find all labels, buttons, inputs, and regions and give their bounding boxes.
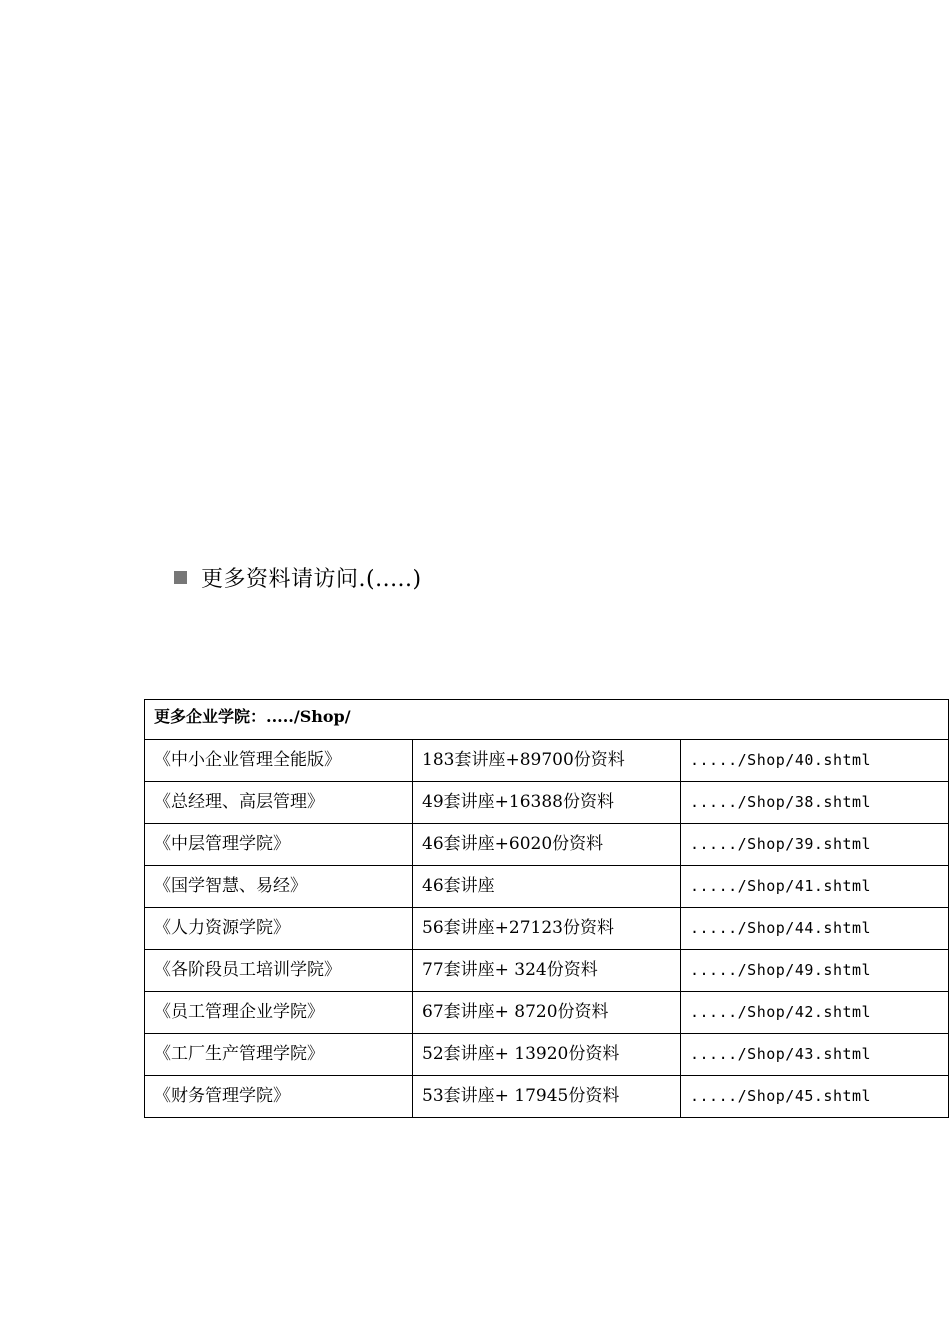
academy-name: 《各阶段员工培训学院》 [145, 950, 413, 992]
notice-text: 更多资料请访问.(.....) [201, 566, 422, 592]
academy-name: 《中小企业管理全能版》 [145, 740, 413, 782]
academy-name: 《工厂生产管理学院》 [145, 1034, 413, 1076]
table-row [145, 740, 949, 782]
academy-count: 52套讲座+ 13920份资料 [413, 1034, 681, 1076]
academy-name: 《总经理、高层管理》 [145, 782, 413, 824]
academy-link[interactable]: ...../Shop/45.shtml [681, 1076, 949, 1118]
academy-link[interactable]: ...../Shop/38.shtml [681, 782, 949, 824]
academy-count: 56套讲座+27123份资料 [413, 908, 681, 950]
academy-count: 183套讲座+89700份资料 [413, 740, 681, 782]
table-row [145, 992, 949, 1034]
academy-name: 《员工管理企业学院》 [145, 992, 413, 1034]
academy-link[interactable]: ...../Shop/41.shtml [681, 866, 949, 908]
academy-name: 《财务管理学院》 [145, 1076, 413, 1118]
table-row [145, 782, 949, 824]
academy-link[interactable]: ...../Shop/43.shtml [681, 1034, 949, 1076]
table-row [145, 950, 949, 992]
academy-link[interactable]: ...../Shop/49.shtml [681, 950, 949, 992]
table-row [145, 824, 949, 866]
academy-count: 53套讲座+ 17945份资料 [413, 1076, 681, 1118]
academy-count: 46套讲座 [413, 866, 681, 908]
academy-table [144, 699, 949, 1118]
academy-name: 《国学智慧、易经》 [145, 866, 413, 908]
table-row [145, 1034, 949, 1076]
academy-link[interactable]: ...../Shop/40.shtml [681, 740, 949, 782]
academy-name: 《人力资源学院》 [145, 908, 413, 950]
table-row [145, 866, 949, 908]
academy-count: 49套讲座+16388份资料 [413, 782, 681, 824]
academy-count: 77套讲座+ 324份资料 [413, 950, 681, 992]
table-row [145, 908, 949, 950]
square-bullet-icon [174, 571, 187, 584]
academy-link[interactable]: ...../Shop/44.shtml [681, 908, 949, 950]
academy-link[interactable]: ...../Shop/42.shtml [681, 992, 949, 1034]
academy-link[interactable]: ...../Shop/39.shtml [681, 824, 949, 866]
table-header: 更多企业学院：...../Shop/ [145, 700, 949, 740]
notice-line [174, 561, 422, 593]
table-header-row [145, 700, 949, 740]
academy-name: 《中层管理学院》 [145, 824, 413, 866]
academy-count: 46套讲座+6020份资料 [413, 824, 681, 866]
academy-count: 67套讲座+ 8720份资料 [413, 992, 681, 1034]
table-row [145, 1076, 949, 1118]
